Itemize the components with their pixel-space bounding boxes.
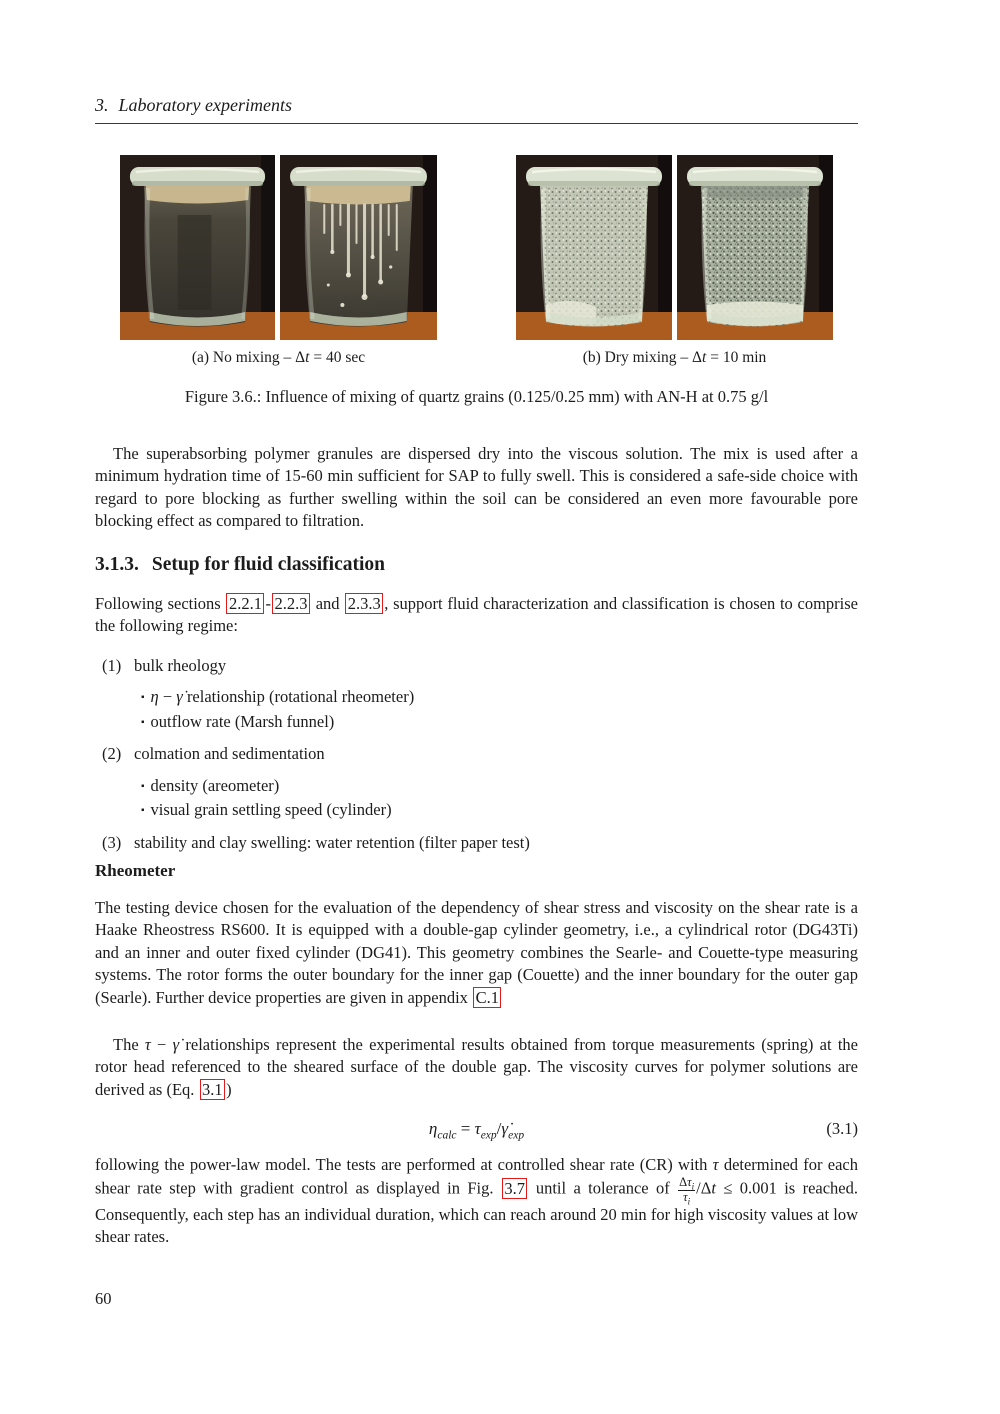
photo-dry-mixing-right (677, 155, 833, 340)
cross-reference-link[interactable]: 2.3.3 (345, 593, 383, 614)
math-symbol: t (711, 1178, 716, 1198)
subitem-text: outflow rate (Marsh funnel) (150, 711, 335, 731)
rheometer-heading: Rheometer (95, 861, 176, 880)
photo-dry-mixing-left (516, 155, 672, 340)
paragraph-rheometer: The testing device chosen for the evaluation of the dependency of shear stress and viscosity on the shear rate is a Haake Rheostress RS600. It is equipped with a double-gap cylinder geometry, i.e., a cylindrical rotor (DG43Ti) and an inner and outer fixed cylinder (DG41). This geometry combines the Searle- and Couette-type measuring systems. The rotor forms the outer boundary for the inner gap (Couette) and the inner boundary for the outer gap (Searle). Further device properties are given in appendix C.1 (95, 898, 858, 1007)
math-symbol: τ (712, 1155, 719, 1174)
equation-number: (3.1) (826, 1119, 858, 1138)
list-item-1-label: (1) (102, 656, 122, 675)
math-subscript: exp (480, 1129, 497, 1142)
math-subscript: i (687, 1196, 691, 1207)
sublist-1 (141, 685, 858, 734)
list-item-1-text: bulk rheology (134, 656, 227, 675)
list-item-2 (95, 743, 858, 765)
sublist-2 (141, 774, 858, 823)
list-subitem (141, 798, 858, 823)
subcaption-b: (b) Dry mixing – Δt = 10 min (582, 349, 767, 366)
math-symbol: τ (474, 1119, 481, 1138)
math-symbol: γ̇ (501, 1119, 509, 1138)
chapter-title: Laboratory experiments (118, 95, 292, 115)
chapter-number: 3. (95, 95, 109, 115)
list-subitem (141, 685, 858, 710)
math-symbol: t (702, 349, 707, 366)
section-heading (95, 554, 858, 576)
math-subscript: i (691, 1181, 695, 1192)
math-symbol: η (150, 687, 159, 707)
cross-reference-link[interactable]: 2.2.3 (272, 593, 310, 614)
math-subscript: exp (508, 1129, 525, 1142)
inline-fraction: $\frac{\Delta\tau_i}{\tau_i}$ (679, 1175, 695, 1207)
square-bullet-icon: ▪ (141, 692, 145, 704)
classification-list (95, 648, 858, 854)
equation-body: $\eta_{calc}$ = $\tau_{exp}/\gammȧ_{exp}$ (428, 1119, 525, 1142)
page-number: 60 (95, 1289, 112, 1308)
subitem-text: visual grain settling speed (cylinder) (150, 800, 392, 820)
equation-3-1 (95, 1110, 858, 1148)
list-item-2-label: (2) (102, 744, 122, 764)
photo-no-mixing-left (120, 155, 275, 340)
list-item-2-text: colmation and sedimentation (134, 744, 325, 764)
figure-caption: Figure 3.6.: Influence of mixing of quartz grains (0.125/0.25 mm) with AN-H at 0.75 g/l (184, 387, 769, 406)
chapter-header (95, 94, 858, 116)
math-symbol: τ (687, 1175, 692, 1190)
list-subitem (141, 774, 858, 799)
math-symbol: η (428, 1119, 438, 1138)
list-item-3-text: stability and clay swelling: water retention (filter paper test) (134, 832, 530, 852)
subitem-text: η − γ̇ relationship (rotational rheometer) (150, 687, 415, 707)
math-subscript: calc (437, 1129, 457, 1142)
paragraph-following-sections: Following sections 2.2.1 - 2.2.3 and 2.3.3 , support fluid characterization and classification is chosen to comprise the following regime: (95, 594, 858, 636)
paragraph-sap: The superabsorbing polymer granules are dispersed dry into the viscous solution. The mix is used after a minimum hydration time of 15-60 min sufficient for SAP to fully swell. This is considered a safe-side choice with regard to pore blocking as further swelling within the soil can be considered an even more favourable pore blocking effect as compared to filtration. (95, 444, 858, 531)
paragraph-power-law: following the power-law model. The tests are performed at controlled shear rate (CR) with τ determined for each shear rate step with gradient control as displayed in Fig. 3.7 until a tolerance of $\frac{\Delta\tau_i}{\tau_i}$ /Δt ≤ 0.001 is reached. Consequently, each step has an individual duration, which can reach around 20 min for high viscosity values at low shear rates. (95, 1155, 858, 1247)
square-bullet-icon: ▪ (141, 716, 145, 728)
photo-no-mixing-right (280, 155, 437, 340)
subitem-text: density (areometer) (150, 775, 280, 795)
cross-reference-link[interactable]: 3.1 (200, 1079, 226, 1100)
header-rule (95, 123, 858, 124)
list-item-1 (95, 655, 858, 677)
list-item-3 (95, 832, 858, 854)
square-bullet-icon: ▪ (141, 780, 145, 792)
cross-reference-link[interactable]: C.1 (473, 987, 501, 1008)
cross-reference-link[interactable]: 3.7 (502, 1178, 528, 1199)
math-symbol: τ (144, 1035, 151, 1054)
list-item-3-label: (3) (102, 832, 122, 852)
math-symbol: γ̇ (176, 687, 183, 707)
subcaption-a: (a) No mixing – Δt = 40 sec (191, 349, 366, 366)
math-symbol: γ̇ (172, 1035, 180, 1054)
paragraph-tau-gamma: The τ − γ̇ relationships represent the experimental results obtained from torque measurements (spring) at the rotor head referenced to the sheared surface of the double gap. The viscosity curves for polymer solutions are derived as (Eq. 3.1 ) (95, 1035, 858, 1099)
section-title: Setup for fluid classification (151, 554, 385, 575)
cross-reference-link[interactable]: 2.2.1 (226, 593, 264, 614)
math-symbol: τ (683, 1189, 688, 1204)
math-symbol: t (305, 349, 310, 366)
list-subitem (141, 710, 858, 735)
section-number: 3.1.3. (95, 554, 139, 575)
square-bullet-icon: ▪ (141, 805, 145, 817)
